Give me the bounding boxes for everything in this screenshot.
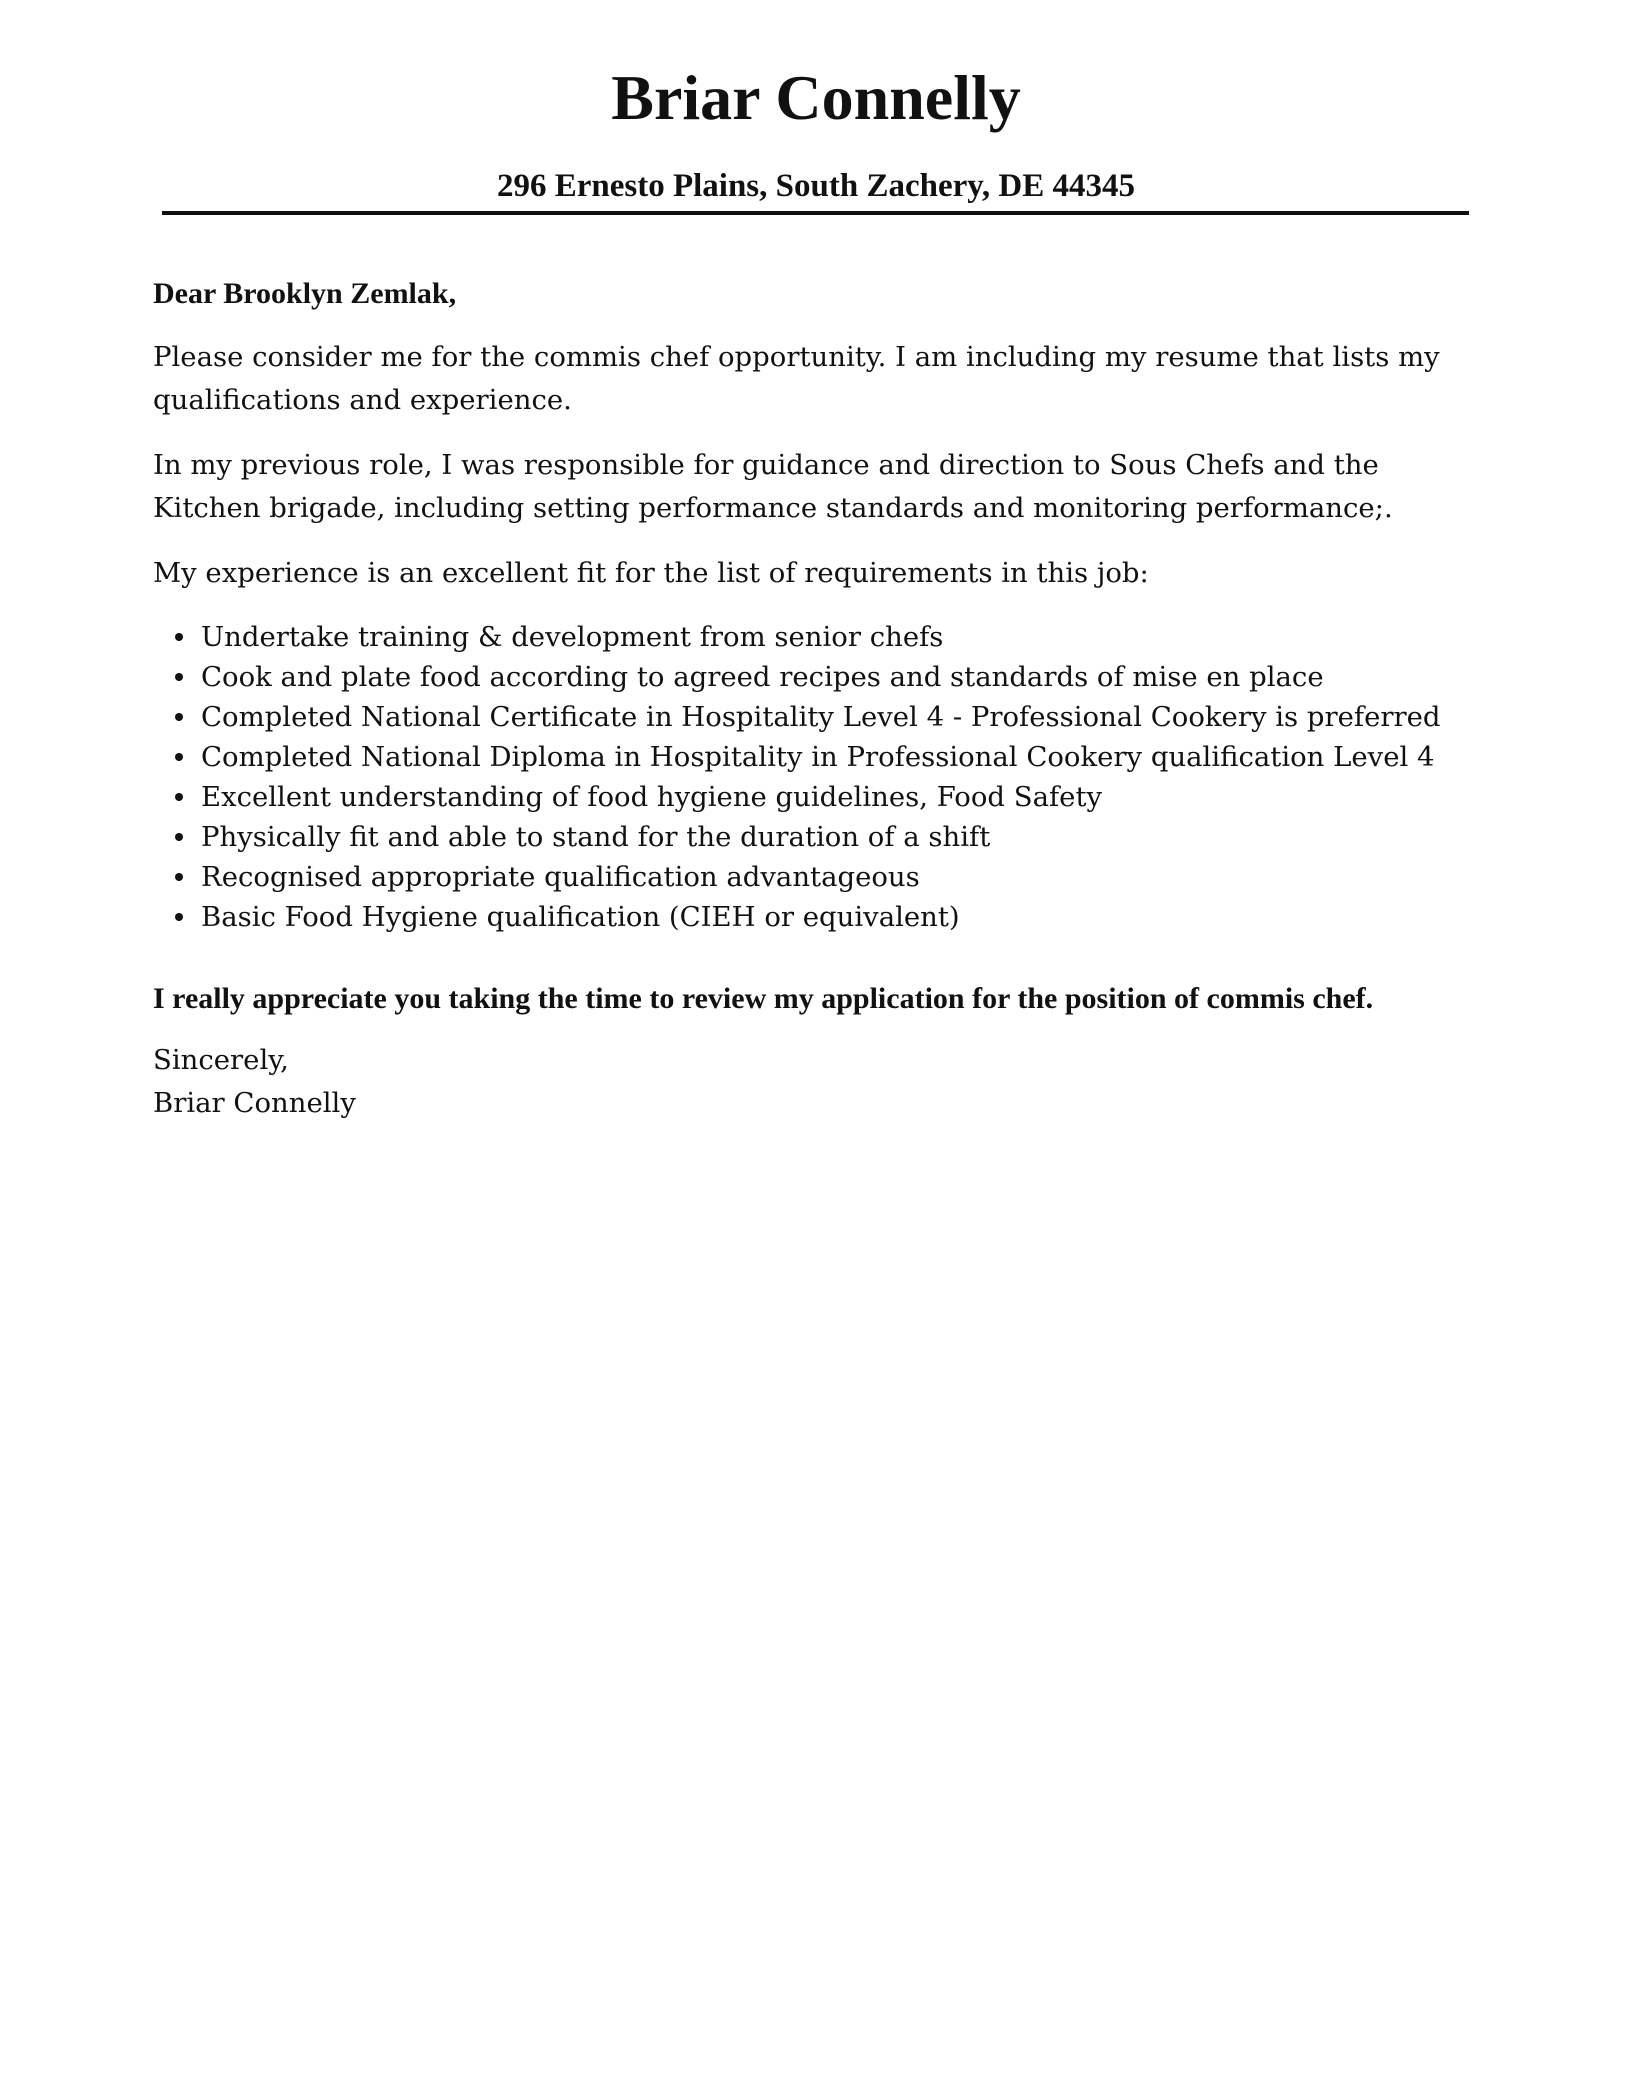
requirements-list [153, 617, 1483, 937]
bullet-icon [175, 913, 183, 921]
paragraph-previous-role: In my previous role, I was responsible for guidance and direction to Sous Chefs and the Kitchen brigade, including setting performance standards and monitoring performance;. [153, 449, 1393, 524]
header-divider [162, 211, 1469, 215]
list-item [201, 777, 1483, 817]
list-item-text: Physically fit and able to stand for the duration of a shift [201, 821, 991, 853]
list-item [201, 657, 1483, 697]
list-item-text: Excellent understanding of food hygiene guidelines, Food Safety [201, 781, 1103, 813]
bullet-icon [175, 873, 183, 881]
greeting: Dear Brooklyn Zemlak, [153, 277, 457, 310]
bullet-icon [175, 793, 183, 801]
letter-body [153, 274, 1483, 1125]
bullet-icon [175, 713, 183, 721]
list-item [201, 737, 1483, 777]
list-item [201, 817, 1483, 857]
closing-statement: I really appreciate you taking the time to review my application for the position of commis chef. [153, 982, 1374, 1015]
list-item [201, 857, 1483, 897]
list-item-text: Completed National Certificate in Hospitality Level 4 - Professional Cookery is preferred [201, 701, 1441, 733]
list-item-text: Cook and plate food according to agreed recipes and standards of mise en place [201, 661, 1324, 693]
list-item [201, 617, 1483, 657]
paragraph-requirements-intro: My experience is an excellent fit for the list of requirements in this job: [153, 557, 1149, 589]
list-item-text: Completed National Diploma in Hospitality in Professional Cookery qualification Level 4 [201, 741, 1435, 773]
list-item-text: Recognised appropriate qualification advantageous [201, 861, 920, 893]
signoff: Sincerely, [153, 1044, 289, 1076]
bullet-icon [175, 833, 183, 841]
list-item-text: Basic Food Hygiene qualification (CIEH or equivalent) [201, 901, 960, 933]
signature: Briar Connelly [153, 1087, 356, 1119]
bullet-icon [175, 633, 183, 641]
bullet-icon [175, 753, 183, 761]
sender-name: Briar Connelly [611, 62, 1021, 133]
list-item [201, 897, 1483, 937]
list-item-text: Undertake training & development from senior chefs [201, 621, 944, 653]
paragraph-intro: Please consider me for the commis chef opportunity. I am including my resume that lists my qualifications and experience. [153, 341, 1440, 416]
list-item [201, 697, 1483, 737]
bullet-icon [175, 673, 183, 681]
sender-address: 296 Ernesto Plains, South Zachery, DE 44345 [496, 168, 1136, 204]
